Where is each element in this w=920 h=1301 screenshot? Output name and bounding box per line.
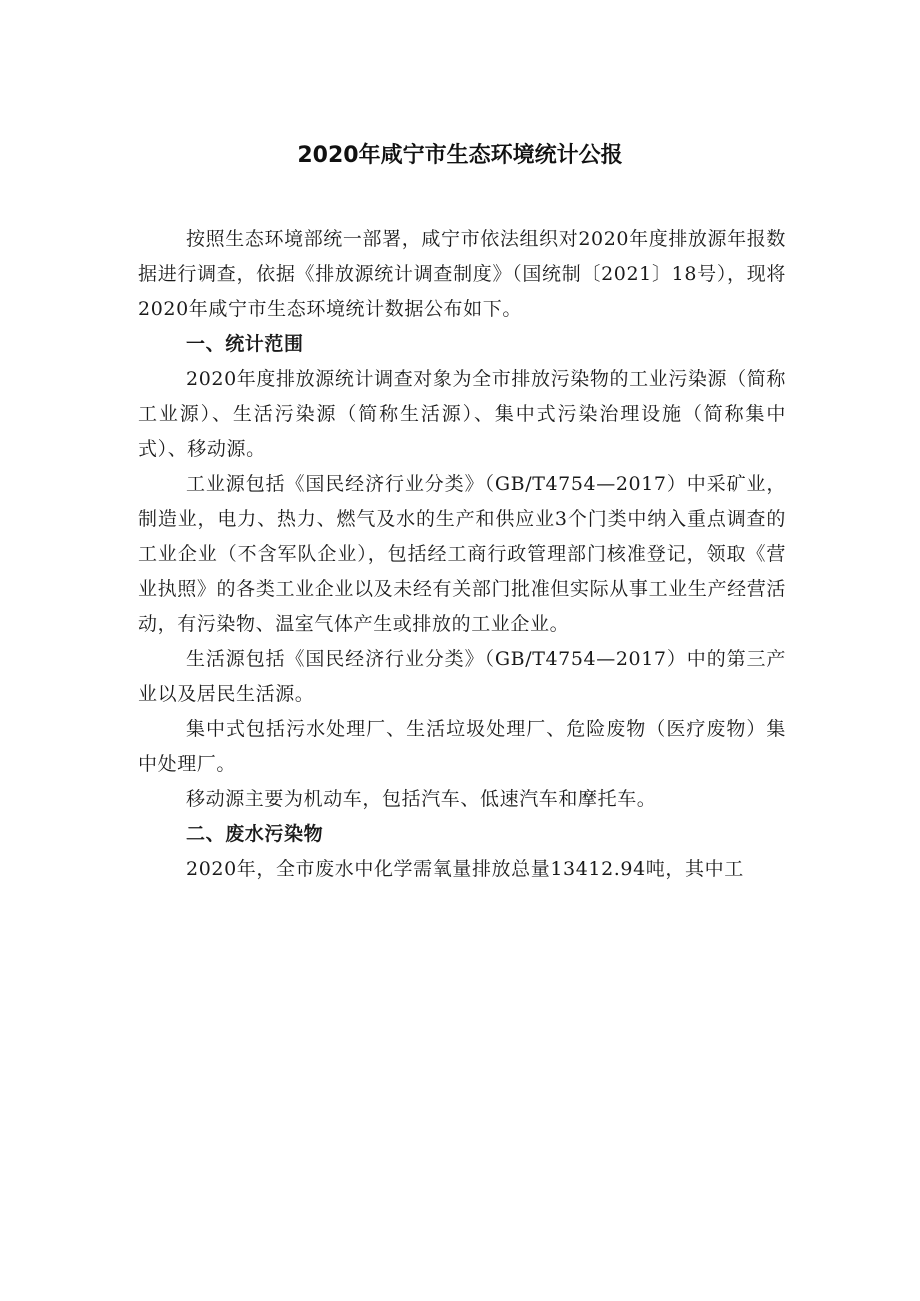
centralized-facility-paragraph: 集中式包括污水处理厂、生活垃圾处理厂、危险废物（医疗废物）集中处理厂。 [138,718,786,775]
document-title: 2020年咸宁市生态环境统计公报 [297,143,623,168]
intro-paragraph: 按照生态环境部统一部署，咸宁市依法组织对2020年度排放源年报数据进行调查，依据《排放源统计调查制度》（国统制〔2021〕18号），现将2020年咸宁市生态环境统计数据公布如下。 [138,228,786,320]
section-heading-wastewater: 二、废水污染物 [186,823,324,845]
mobile-source-paragraph: 移动源主要为机动车，包括汽车、低速汽车和摩托车。 [186,788,657,810]
scope-paragraph: 2020年度排放源统计调查对象为全市排放污染物的工业污染源（简称工业源）、生活污染源（简称生活源）、集中式污染治理设施（简称集中式）、移动源。 [138,368,786,460]
wastewater-paragraph: 2020年，全市废水中化学需氧量排放总量13412.94吨，其中工 [186,858,744,880]
domestic-source-paragraph: 生活源包括《国民经济行业分类》（GB/T4754—2017）中的第三产业以及居民生活源。 [138,648,786,705]
industrial-source-paragraph: 工业源包括《国民经济行业分类》（GB/T4754—2017）中采矿业，制造业，电力、热力、燃气及水的生产和供应业3个门类中纳入重点调查的工业企业（不含军队企业），包括经工商行政管理部门核准登记，领取《营业执照》的各类工业企业以及未经有关部门批准但实际从事工业生产经营活动，有污染物、温室气体产生或排放的工业企业。 [138,473,786,635]
document-body [138,222,786,887]
section-heading-scope: 一、统计范围 [186,333,304,355]
